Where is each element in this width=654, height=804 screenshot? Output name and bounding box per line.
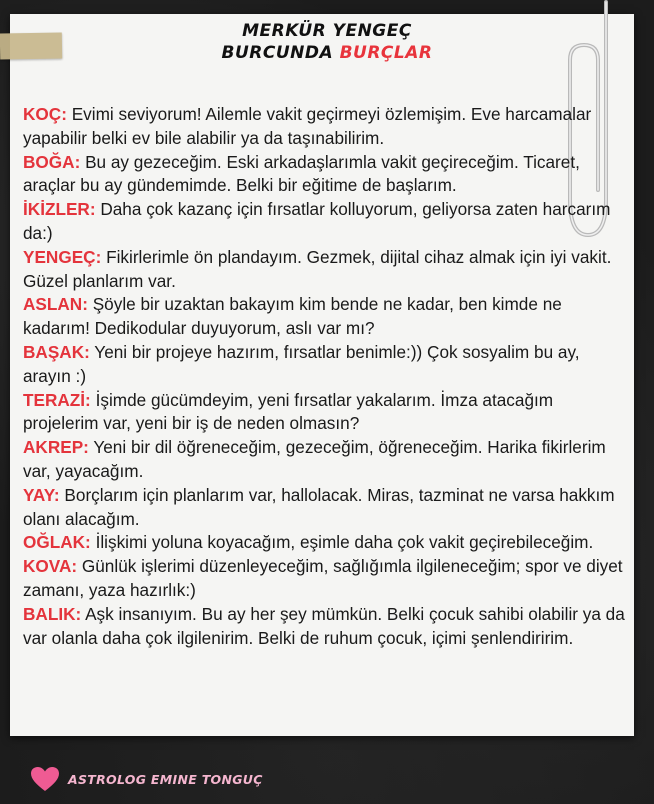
page-title xyxy=(0,20,654,64)
title-line-2-accent: BURÇLAR xyxy=(339,43,433,63)
sign-text: Borçlarım için planlarım var, hallolacak. Miras, tazminat ne varsa hakkım olanı alacağım. xyxy=(23,484,615,529)
author-footer xyxy=(30,768,263,790)
horoscope-entry-oglak xyxy=(23,531,628,555)
horoscope-entry-basak xyxy=(23,341,628,389)
sign-label: İKİZLER: xyxy=(23,199,96,220)
sign-label: KOVA: xyxy=(23,556,78,577)
sign-label: OĞLAK: xyxy=(23,532,91,553)
sign-text: Fikirlerimle ön plandayım. Gezmek, dijital cihaz almak için iyi vakit. Güzel planlarım var. xyxy=(23,246,612,291)
sign-text: Günlük işlerimi düzenleyeceğim, sağlığımla ilgileneceğim; spor ve diyet zamanı, yaza hazırlık:) xyxy=(23,556,623,600)
horoscope-list xyxy=(23,103,628,650)
author-name: ASTROLOG EMINE TONGUÇ xyxy=(68,771,263,787)
horoscope-entry-koc xyxy=(23,103,628,151)
sign-text: Yeni bir projeye hazırım, fırsatlar benimle:)) Çok sosyalim bu ay, arayın :) xyxy=(23,341,580,386)
heart-icon xyxy=(30,766,60,792)
sign-label: KOÇ: xyxy=(23,104,67,124)
horoscope-entry-aslan xyxy=(23,293,628,341)
title-line-2-prefix: BURCUNDA xyxy=(221,43,340,63)
horoscope-entry-ikizler xyxy=(23,198,628,246)
horoscope-entry-boga xyxy=(23,151,628,199)
horoscope-entry-kova xyxy=(23,555,628,603)
horoscope-entry-balik xyxy=(23,603,628,651)
title-line-1: MERKÜR YENGEÇ xyxy=(242,21,412,41)
sign-label: YAY: xyxy=(23,484,60,505)
horoscope-entry-yay xyxy=(23,484,628,532)
sign-text: İlişkimi yoluna koyacağım, eşimle daha çok vakit geçirebileceğim. xyxy=(90,532,594,553)
sign-label: BOĞA: xyxy=(23,151,81,172)
sign-label: YENGEÇ: xyxy=(23,246,102,267)
sign-text: Evimi seviyorum! Ailemle vakit geçirmeyi özlemişim. Eve harcamalar yapabilir belki ev bile alabilir ya da taşınabilirim. xyxy=(23,104,592,148)
title-line-2 xyxy=(0,42,654,64)
sign-text: Yeni bir dil öğreneceğim, gezeceğim, öğreneceğim. Harika fikirlerim var, yayacağım. xyxy=(23,437,606,481)
sign-text: Aşk insanıyım. Bu ay her şey mümkün. Belki çocuk sahibi olabilir ya da var olanla daha çok ilgilenirim. Belki de ruhum çocuk, içimi şenlendiririm. xyxy=(23,603,625,648)
horoscope-entry-yengec xyxy=(23,246,628,294)
sign-text: Şöyle bir uzaktan bakayım kim bende ne kadar, ben kimde ne kadarım! Dedikodular duyuyorum, aslı var mı? xyxy=(23,294,562,339)
sign-label: AKREP: xyxy=(23,437,89,458)
sign-label: BALIK: xyxy=(23,603,82,624)
sign-text: Daha çok kazanç için fırsatlar kolluyorum, geliyorsa zaten harcarım da:) xyxy=(23,199,611,243)
sign-text: İşimde gücümdeyim, yeni fırsatlar yakalarım. İmza atacağım projelerim var, yeni bir iş de neden olmasın? xyxy=(23,389,554,434)
horoscope-entry-akrep xyxy=(23,436,628,484)
sign-label: ASLAN: xyxy=(23,294,88,315)
sign-label: BAŞAK: xyxy=(23,341,90,362)
horoscope-entry-terazi xyxy=(23,389,628,437)
sign-label: TERAZİ: xyxy=(23,389,91,410)
sign-text: Bu ay gezeceğim. Eski arkadaşlarımla vakit geçireceğim. Ticaret, araçlar bu ay gündemimde. Belki bir eğitime de başlarım. xyxy=(23,151,580,196)
